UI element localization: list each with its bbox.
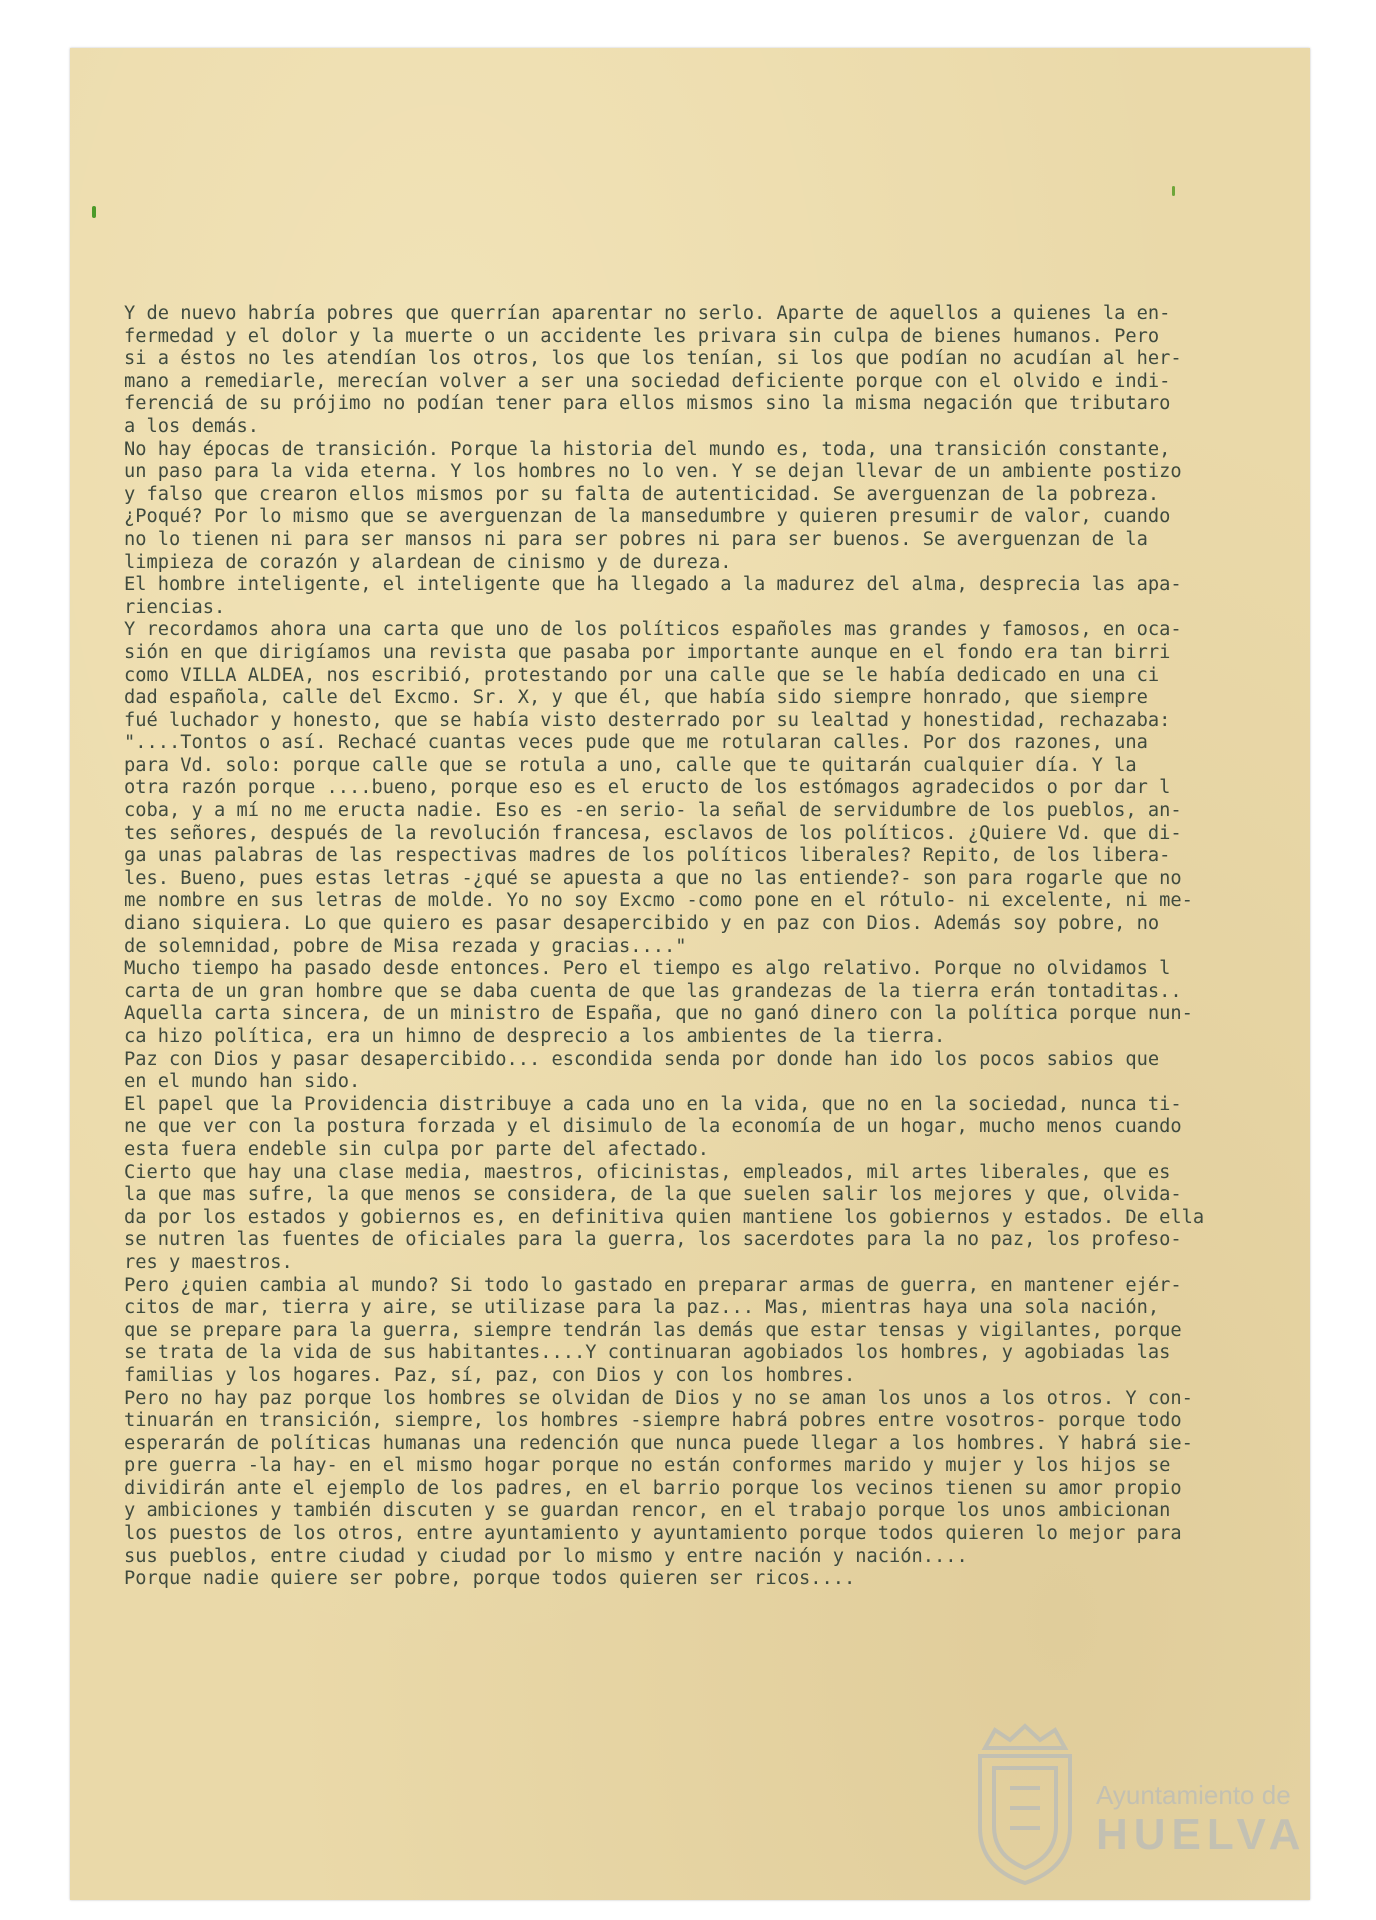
text-line: No hay épocas de transición. Porque la historia del mundo es, toda, una transición constante, xyxy=(124,438,1171,460)
text-line: ca hizo política, era un himno de desprecio a los ambientes de la tierra. xyxy=(124,1026,946,1047)
text-line: res y maestros. xyxy=(124,1251,293,1273)
text-line: que se prepare para la guerra, siempre tendrán las demás que estar tensas y vigilantes, porque xyxy=(124,1319,1182,1341)
text-line: a los demás. xyxy=(124,415,260,437)
text-line: ¿Poqué? Por lo mismo que se averguenzan de la mansedumbre y quieren presumir de valor, cuando xyxy=(124,506,1171,528)
text-line: Porque nadie quiere ser pobre, porque todos quieren ser ricos.... xyxy=(124,1568,856,1590)
text-line: Mucho tiempo ha pasado desde entonces. Pero el tiempo es algo relativo. Porque no olvidamos l xyxy=(124,958,1171,980)
text-line: Paz con Dios y pasar desapercibido... escondida senda por donde han ido los pocos sabios que xyxy=(124,1048,1160,1070)
text-line: y falso que crearon ellos mismos por su falta de autenticidad. Se averguenzan de la pobreza. xyxy=(124,483,1160,505)
text-line: no lo tienen ni para ser mansos ni para ser pobres ni para ser buenos. Se averguenzan de la xyxy=(124,528,1148,550)
text-line: para Vd. solo: porque calle que se rotula a uno, calle que te quitarán cualquier día. Y la xyxy=(124,754,1137,776)
text-line: esperarán de políticas humanas una redención que nunca puede llegar a los hombres. Y habrá sie- xyxy=(124,1432,1193,1454)
text-line: Pero ¿quien cambia al mundo? Si todo lo gastado en preparar armas de guerra, en mantener ejér- xyxy=(124,1274,1182,1296)
text-line: un paso para la vida eterna. Y los hombres no lo ven. Y se dejan llevar de un ambiente postizo xyxy=(124,461,1182,483)
text-line: y ambiciones y también discuten y se guardan rencor, en el trabajo porque los unos ambicionan xyxy=(124,1500,1171,1522)
text-line: Y de nuevo habría pobres que querrían aparentar no serlo. Aparte de aquellos a quienes la en- xyxy=(124,303,1171,324)
text-line: ferenciá de su prójimo no podían tener para ellos mismos sino la misma negación que tributaro xyxy=(124,393,1171,415)
text-line: tinuarán en transición, siempre, los hombres -siempre habrá pobres entre vosotros- porque todo xyxy=(124,1410,1182,1432)
text-line: se trata de la vida de sus habitantes....Y continuaran agobiados los hombres, y agobiadas las xyxy=(124,1342,1171,1364)
text-line: carta de un gran hombre que se daba cuenta de que las grandezas de la tierra erán tontaditas.. xyxy=(124,980,1182,1002)
text-line: sión en que dirigíamos una revista que pasaba por importante aunque en el fondo era tan birri xyxy=(124,641,1171,663)
text-line: otra razón porque ....bueno, porque eso es el eructo de los estómagos agradecidos o por dar l xyxy=(124,777,1171,799)
text-line: familias y los hogares. Paz, sí, paz, con Dios y con los hombres. xyxy=(124,1364,856,1386)
watermark-label: Ayuntamiento de xyxy=(1096,1780,1291,1810)
text-line: Y recordamos ahora una carta que uno de los políticos españoles mas grandes y famosos, en oca- xyxy=(124,619,1182,641)
text-line: la que mas sufre, la que menos se considera, de la que suelen salir los mejores y que, olvida- xyxy=(124,1184,1182,1206)
watermark-city: HUELVA xyxy=(1096,1810,1307,1859)
text-line: ne que ver con la postura forzada y el disimulo de la economía de un hogar, mucho menos cuando xyxy=(124,1116,1182,1138)
text-line: como VILLA ALDEA, nos escribió, protestando por una calle que se le había dedicado en una ci xyxy=(124,664,1160,686)
text-line: si a éstos no les atendían los otros, los que los tenían, si los que podían no acudían al her- xyxy=(124,348,1182,370)
text-line: Pero no hay paz porque los hombres se olvidan de Dios y no se aman los unos a los otros. Y con- xyxy=(124,1387,1193,1409)
ink-speck xyxy=(92,206,96,218)
typed-letter-body xyxy=(124,303,1276,1591)
text-line: se nutren las fuentes de oficiales para la guerra, los sacerdotes para la no paz, los profeso- xyxy=(124,1229,1182,1251)
text-line: en el mundo han sido. xyxy=(124,1071,361,1093)
text-line: coba, y a mí no me eructa nadie. Eso es -en serio- la señal de servidumbre de los pueblos, an- xyxy=(124,800,1182,822)
text-line: dad española, calle del Excmo. Sr. X, y que él, que había sido siempre honrado, que siempre xyxy=(124,687,1148,709)
text-line: El papel que la Providencia distribuye a cada uno en la vida, que no en la sociedad, nunca ti- xyxy=(124,1093,1182,1115)
text-line: mano a remediarle, merecían volver a ser una sociedad deficiente porque con el olvido e indi- xyxy=(124,370,1171,392)
text-line: dividirán ante el ejemplo de los padres, en el barrio porque los vecinos tienen su amor propio xyxy=(124,1477,1182,1499)
text-line: Aquella carta sincera, de un ministro de España, que no ganó dinero con la política porque nun- xyxy=(124,1003,1193,1025)
text-line: El hombre inteligente, el inteligente que ha llegado a la madurez del alma, desprecia las apa- xyxy=(124,574,1182,596)
text-line: esta fuera endeble sin culpa por parte del afectado. xyxy=(124,1138,710,1160)
text-line: fué luchador y honesto, que se había visto desterrado por su lealtad y honestidad, rechazaba: xyxy=(124,709,1171,731)
coat-of-arms-icon xyxy=(960,1718,1090,1888)
text-line: los puestos de los otros, entre ayuntamiento y ayuntamiento porque todos quieren lo mejor para xyxy=(124,1523,1182,1545)
text-line: diano siquiera. Lo que quiero es pasar desapercibido y en paz con Dios. Además soy pobre, no xyxy=(124,913,1160,935)
text-line: ga unas palabras de las respectivas madres de los políticos liberales? Repito, de los libera- xyxy=(124,845,1171,867)
text-line: da por los estados y gobiernos es, en definitiva quien mantiene los gobiernos y estados. De ella xyxy=(124,1206,1205,1228)
text-line: Cierto que hay una clase media, maestros, oficinistas, empleados, mil artes liberales, que es xyxy=(124,1161,1171,1183)
text-line: les. Bueno, pues estas letras -¿qué se apuesta a que no las entiende?- son para rogarle que no xyxy=(124,867,1182,889)
text-line: me nombre en sus letras de molde. Yo no soy Excmo -como pone en el rótulo- ni excelente, ni me- xyxy=(124,890,1193,912)
text-line: citos de mar, tierra y aire, se utilizase para la paz... Mas, mientras haya una sola nación, xyxy=(124,1297,1160,1319)
watermark xyxy=(960,1718,1307,1888)
ink-speck xyxy=(1172,186,1175,196)
text-line: sus pueblos, entre ciudad y ciudad por lo mismo y entre nación y nación.... xyxy=(124,1545,968,1567)
text-line: limpieza de corazón y alardean de cinismo y de dureza. xyxy=(124,551,732,573)
text-line: pre guerra -la hay- en el mismo hogar porque no están conformes marido y mujer y los hijos se xyxy=(124,1455,1171,1477)
text-line: riencias. xyxy=(124,596,226,618)
text-line: tes señores, después de la revolución francesa, esclavos de los políticos. ¿Quiere Vd. que di- xyxy=(124,822,1182,844)
text-line: de solemnidad, pobre de Misa rezada y gracias...." xyxy=(124,935,687,957)
text-line: "....Tontos o así. Rechacé cuantas veces pude que me rotularan calles. Por dos razones, una xyxy=(124,732,1148,754)
text-line: fermedad y el dolor y la muerte o un accidente les privara sin culpa de bienes humanos. Pero xyxy=(124,325,1160,347)
